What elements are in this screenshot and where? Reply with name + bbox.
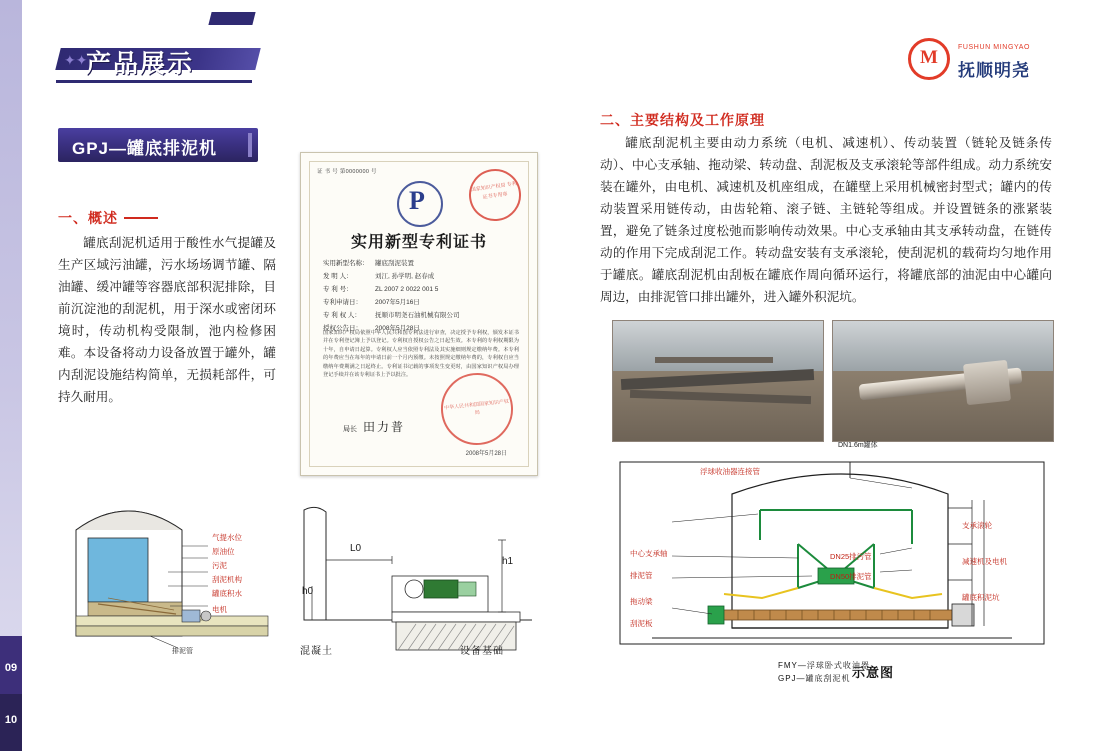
page-edge-bar (0, 0, 22, 751)
banner-title: 产品展示 (86, 50, 195, 78)
title-plate-edge (248, 133, 252, 157)
main-label-8: 支承滚轮 (962, 521, 992, 530)
main-label-5: 刮泥板 (630, 619, 653, 628)
main-label-6: DN25排污管 (830, 552, 872, 561)
drawing-main-schematic (612, 448, 1052, 688)
main-label-0: DN1.6m罐体 (838, 442, 878, 449)
logo-mark-letter: M (920, 47, 938, 68)
main-label-7: DN50排泥管 (830, 572, 872, 581)
photo-sky (613, 321, 823, 371)
tank-label-4: 罐底积水 (212, 589, 242, 598)
company-logo (908, 38, 1058, 84)
field-label: 授权公告日： (323, 325, 362, 332)
certificate-stamp-date: 2008年5月28日 (465, 451, 507, 457)
certificate-top-stamp: 国家知识产权局 专利证书专用章 (466, 166, 525, 225)
certificate-field-row (323, 309, 460, 322)
certificate-official-stamp: 中华人民共和国国家知识产权局 (437, 369, 516, 448)
main-label-3: 排泥管 (630, 571, 653, 580)
main-label-9: 减速机及电机 (962, 557, 1007, 566)
main-label-1: 浮球收油器连接管 (700, 467, 760, 476)
banner-decoration (208, 12, 255, 25)
main-label-10: 罐底积泥坑 (962, 593, 1000, 602)
logo-chinese-name: 抚顺明尧 (958, 61, 1030, 80)
logo-english-name: FUSHUN MINGYAO (958, 44, 1031, 51)
field-value: ZL 2007 2 0022 001 5 (375, 286, 439, 293)
section-heading-structure (600, 110, 765, 130)
main-caption-line2: GPJ—罐底刮泥机 (778, 674, 851, 683)
certificate-paragraph: 国家知识产权局依照中华人民共和国专利法进行审查，决定授予专利权，颁发本证书并在专利登记簿上予以登记。专利权自授权公告之日起生效。本专利的专利权期限为十年，自申请日起算。专利权人应当依照专利法及其实施细则规定缴纳年费。本专利的年费应当在每年的申请日前一个月内预缴。未按照规定缴纳年费的，专利权自应当缴纳年费期满之日起终止。专利证书记载的事项发生变更时，由国家知识产权局办理登记手续并在该专利证书上予以批注。 (323, 330, 519, 379)
logo-mark-icon (908, 38, 950, 80)
tank-label-2: 污泥 (212, 561, 227, 570)
tank-label-6: 排泥管 (172, 648, 193, 655)
banner-underline (56, 80, 252, 83)
tank-label-5: 电机 (212, 605, 227, 614)
tank-label-3: 刮泥机构 (212, 575, 242, 584)
certificate-title: 实用新型专利证书 (350, 234, 487, 251)
patent-emblem-icon (397, 181, 439, 223)
certificate-field-row (323, 270, 460, 283)
heading-rule (124, 217, 158, 219)
field-value: 刘江, 孙学明, 赵春成 (375, 273, 435, 280)
signature-name: 田力普 (363, 420, 406, 434)
field-label: 实用新型名称： (323, 260, 369, 267)
drawing-tank-section (58, 486, 280, 656)
pump-label-L0: L0 (350, 543, 362, 554)
page-number-10: 10 (4, 714, 18, 726)
main-caption-line1: FMY—浮球卧式收油器 (778, 661, 870, 670)
photo-scraper-beam (612, 320, 824, 442)
section-heading-overview (58, 208, 158, 228)
photo-center-shaft (832, 320, 1054, 442)
product-title-plate (58, 128, 258, 162)
header-banner (58, 40, 258, 78)
certificate-serial: 证 书 号 第0000000 号 (317, 169, 377, 175)
pump-caption-concrete: 混凝土 (300, 646, 333, 657)
section-heading-structure-text: 二、主要结构及工作原理 (600, 112, 765, 128)
product-title: GPJ—罐底排泥机 (72, 139, 218, 158)
certificate-signature (343, 418, 405, 435)
certificate-fields (323, 257, 460, 335)
certificate-field-row (323, 283, 460, 296)
section-body-overview: 罐底刮泥机适用于酸性水气提罐及生产区域污油罐，污水场场调节罐、隔油罐、缓冲罐等容器底部积泥排除，目前沉淀池的刮泥机，用于深水或密闭环境时，传动机构受限制，池内检修困难。本设备将动力设备放置于罐外，罐内刮泥设施结构简单，无损耗部件，可持久耐用。 (58, 235, 276, 404)
page-number-09: 09 (4, 662, 18, 674)
pump-label-h0: h0 (302, 586, 314, 597)
field-label: 专 利 号： (323, 286, 353, 293)
emblem-letter: P (409, 186, 425, 215)
edge-bar-top-segment (0, 0, 22, 636)
field-value: 2007年5月16日 (375, 299, 420, 306)
main-label-4: 拖动梁 (630, 597, 653, 606)
field-label: 发 明 人： (323, 273, 353, 280)
signature-label: 局长 (343, 426, 357, 433)
main-label-2: 中心支承轴 (630, 549, 668, 558)
field-value: 抚顺市明尧石油机械有限公司 (375, 312, 460, 319)
drawing-foundation (296, 500, 536, 658)
section-heading-overview-text: 一、概述 (58, 210, 118, 226)
pump-caption-foundation: 设备基础 (460, 646, 504, 657)
photo-hub (963, 360, 1011, 405)
patent-certificate-image (300, 152, 538, 476)
field-value: 2008年5月28日 (375, 325, 420, 332)
tank-label-0: 气提水位 (212, 533, 242, 542)
certificate-field-row (323, 296, 460, 309)
pump-label-h1: h1 (502, 556, 514, 567)
main-caption-line3: 示意图 (852, 665, 895, 680)
field-label: 专 利 权 人： (323, 312, 361, 319)
field-value: 罐底刮泥装置 (375, 260, 414, 267)
certificate-field-row (323, 257, 460, 270)
section-body-structure: 罐底刮泥机主要由动力系统（电机、减速机）、传动装置（链轮及链条传动）、中心支承轴、拖动梁、转动盘、刮泥板及支承滚轮等部件组成。动力系统安装在罐外，由电机、减速机及机座组成，在罐壁上采用机械密封型式；罐内的传动装置采用链传动，由齿轮箱、滚子链、主链轮等组成。并设置链条的涨紧装置，避免了链条过度松弛而影响传动效果。中心支承轴由其支承转动盘，在链传动的作用下完成刮泥工作。转动盘安装有支承滚轮，使刮泥机的载荷均匀地作用于罐底。罐底刮泥机由刮板在罐底作周向循环运行，将罐底部的油泥由中心罐向周边，由排泥管口排出罐外，进入罐外积泥坑。 (600, 135, 1052, 304)
tank-label-1: 原油位 (212, 547, 235, 556)
photo-beam (655, 357, 773, 363)
sparkle-icon: ✦✦ (64, 52, 88, 68)
photo-sky (833, 321, 1053, 371)
field-label: 专利申请日： (323, 299, 362, 306)
